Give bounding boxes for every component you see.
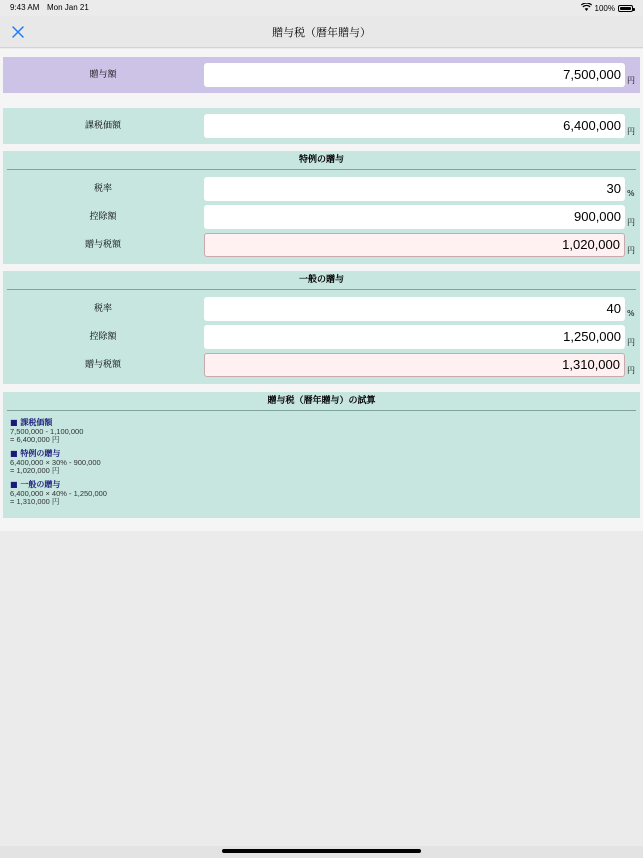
calc-special-formula: 6,400,000 × 30% - 900,000 bbox=[10, 458, 101, 467]
battery-percent: 100% bbox=[594, 3, 615, 13]
gift-amount-panel bbox=[3, 57, 640, 93]
special-tax-label: 贈与税額 bbox=[84, 240, 121, 250]
taxable-amount-panel bbox=[3, 108, 640, 144]
special-rate-row bbox=[3, 176, 640, 202]
special-tax-unit: 円 bbox=[627, 246, 635, 255]
special-deduction-unit: 円 bbox=[627, 218, 635, 227]
general-deduction-label: 控除額 bbox=[89, 332, 117, 342]
calc-general-result: = 1,310,000 円 bbox=[10, 497, 60, 506]
status-indicators bbox=[581, 3, 633, 13]
calc-special-block bbox=[10, 449, 101, 475]
calc-taxable-title: ■ 課税価額 bbox=[10, 418, 53, 427]
special-rate-field: 30 bbox=[204, 177, 625, 201]
general-deduction-field: 1,250,000 bbox=[204, 325, 625, 349]
calculation-title: 贈与税（暦年贈与）の試算 bbox=[7, 392, 636, 411]
calc-special-result: = 1,020,000 円 bbox=[10, 466, 60, 475]
special-deduction-field: 900,000 bbox=[204, 205, 625, 229]
calc-general-title: ■ 一般の贈与 bbox=[10, 480, 61, 489]
wifi-icon bbox=[581, 3, 592, 13]
calc-taxable-result: = 6,400,000 円 bbox=[10, 435, 60, 444]
battery-icon bbox=[618, 5, 633, 12]
navigation-bar bbox=[0, 16, 643, 48]
special-rate-unit: % bbox=[627, 189, 635, 198]
status-time: 9:43 AM bbox=[10, 3, 40, 12]
general-tax-row bbox=[3, 352, 640, 378]
gift-amount-row bbox=[3, 62, 640, 88]
home-indicator[interactable] bbox=[222, 849, 421, 853]
general-gift-title: 一般の贈与 bbox=[7, 271, 636, 290]
calc-general-block bbox=[10, 480, 107, 506]
page-title: 贈与税（暦年贈与） bbox=[272, 26, 371, 39]
calculation-panel bbox=[3, 392, 640, 518]
special-tax-result: 1,020,000 bbox=[204, 233, 625, 257]
gift-amount-input[interactable]: 7,500,000 bbox=[204, 63, 625, 87]
general-tax-unit: 円 bbox=[627, 366, 635, 375]
general-rate-row bbox=[3, 296, 640, 322]
general-gift-panel bbox=[3, 271, 640, 384]
general-rate-field: 40 bbox=[204, 297, 625, 321]
gift-amount-unit: 円 bbox=[627, 76, 635, 85]
special-tax-row bbox=[3, 232, 640, 258]
special-deduction-row bbox=[3, 204, 640, 230]
status-date: Mon Jan 21 bbox=[47, 3, 89, 12]
special-deduction-label: 控除額 bbox=[89, 212, 117, 222]
general-tax-result: 1,310,000 bbox=[204, 353, 625, 377]
calc-taxable-formula: 7,500,000 - 1,100,000 bbox=[10, 427, 84, 436]
calc-special-title: ■ 特例の贈与 bbox=[10, 449, 61, 458]
taxable-amount-field: 6,400,000 bbox=[204, 114, 625, 138]
taxable-amount-unit: 円 bbox=[627, 127, 635, 136]
general-rate-unit: % bbox=[627, 309, 635, 318]
special-gift-title: 特例の贈与 bbox=[7, 151, 636, 170]
taxable-amount-label: 課税価額 bbox=[84, 121, 121, 131]
general-tax-label: 贈与税額 bbox=[84, 360, 121, 370]
status-bar bbox=[0, 0, 643, 16]
special-rate-label: 税率 bbox=[93, 184, 112, 194]
special-gift-panel bbox=[3, 151, 640, 264]
general-rate-label: 税率 bbox=[93, 304, 112, 314]
gift-amount-label: 贈与額 bbox=[89, 70, 117, 80]
calc-taxable-block bbox=[10, 418, 83, 444]
general-deduction-row bbox=[3, 324, 640, 350]
general-deduction-unit: 円 bbox=[627, 338, 635, 347]
calc-general-formula: 6,400,000 × 40% - 1,250,000 bbox=[10, 489, 107, 498]
taxable-amount-row bbox=[3, 113, 640, 139]
